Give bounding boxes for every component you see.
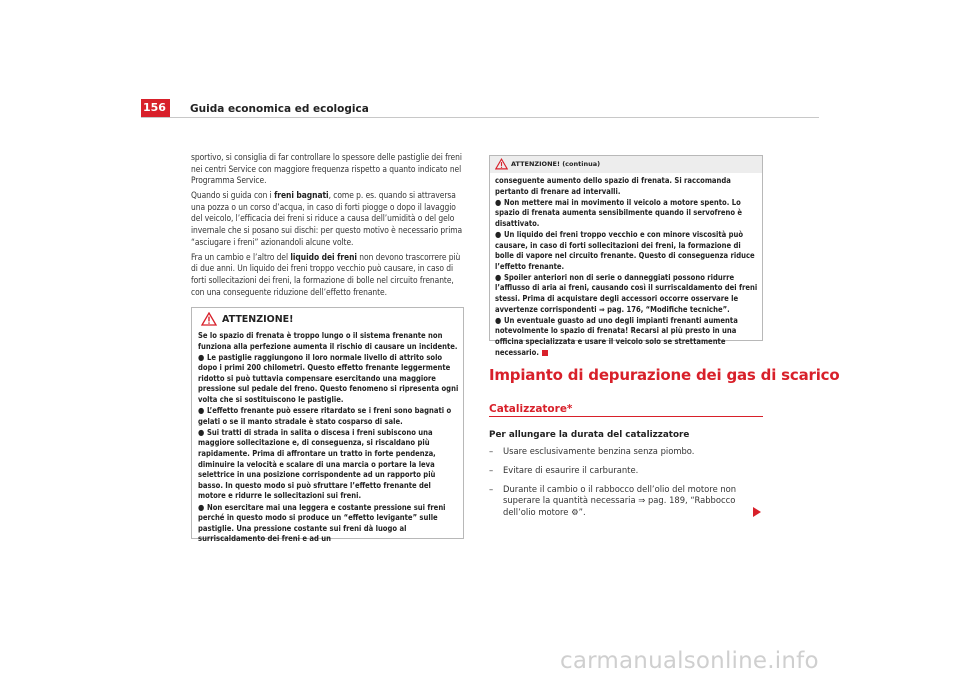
header-rule <box>141 117 819 118</box>
paragraph-2-bold: freni bagnati <box>274 190 329 201</box>
list-item-text: Evitare di esaurire il carburante. <box>503 464 639 475</box>
warning-bullet-text: Le pastiglie raggiungono il loro normale livello di attrito solo dopo i primi 200 chilometri. Questo effetto frenante leggermente ridotto si può tuttavia compensare esercitando una maggiore pressione sul pedale del freno. Questo fenomeno si ripresenta ogni volta che si sostituiscono le pastiglie. <box>198 352 459 405</box>
warning-bullet <box>198 353 460 406</box>
warning-bullet <box>495 230 760 272</box>
bullet-icon: ● <box>198 352 205 362</box>
section-subtitle: Catalizzatore* <box>489 403 573 415</box>
subtitle-rule <box>489 416 763 417</box>
warning-continued-text <box>495 176 760 359</box>
warning-title-row <box>192 308 463 328</box>
warning-text <box>198 331 460 545</box>
warning-continued-intro: conseguente aumento dello spazio di frenata. Si raccomanda pertanto di frenare ad intervalli. <box>495 176 731 196</box>
warning-bullet-text: Un eventuale guasto ad uno degli impianti frenanti aumenta notevolmente lo spazio di frenata! Recarsi al più presto in una officina specializzata e usare il veicolo solo se strettamente necessario. <box>495 315 738 357</box>
warning-box <box>191 307 464 544</box>
warning-intro: Se lo spazio di frenata è troppo lungo o il sistema frenante non funziona alla perfezione aumenta il rischio di causare un incidente. <box>198 331 458 351</box>
warning-bullet <box>198 503 460 545</box>
paragraph-3 <box>191 252 469 298</box>
left-column <box>191 152 469 302</box>
warning-bullet <box>495 273 760 315</box>
dash-mark: – <box>489 446 494 456</box>
next-page-arrow-icon[interactable] <box>753 507 761 517</box>
warning-bullet <box>495 198 760 230</box>
warning-continued-header <box>490 156 762 173</box>
bullet-icon: ● <box>495 272 502 282</box>
dash-list <box>489 446 767 526</box>
bullet-icon: ● <box>495 229 502 239</box>
bullet-icon: ● <box>198 427 205 437</box>
paragraph-2 <box>191 190 469 248</box>
warning-bullet-text: Spoiler anteriori non di serie o danneggiati possono ridurre l’afflusso di aria ai freni, causando così il surriscaldamento dei freni stessi. Prima di acquistare degli accessori occorre osservare le avvertenze corrispondenti ⇒ pag. 176, “Modifiche tecniche”. <box>495 272 758 314</box>
list-item-text: Usare esclusivamente benzina senza piombo. <box>503 446 695 456</box>
warning-bullet-text: Non esercitare mai una leggera e costante pressione sui freni perché in questo modo si produce un “effetto levigante” sulle pastiglie. Una pressione costante sui freni dà luogo al surriscaldamento dei freni e ad un <box>198 502 446 544</box>
paragraph-3-bold: liquido dei freni <box>290 251 357 262</box>
section-title: Impianto di depurazione dei gas di scarico <box>489 366 840 384</box>
dash-mark: – <box>489 483 494 494</box>
page-number: 156 <box>143 101 166 114</box>
paragraph-3-post: non devono trascorrere più di due anni. Un liquido dei freni troppo vecchio può causare, in caso di forti sollecitazioni dei freni, la formazione di bolle nel circuito frenante, con una conseguente riduzione dell’effetto frenante. <box>191 251 461 297</box>
dash-mark: – <box>489 464 494 475</box>
running-title: Guida economica ed ecologica <box>190 103 369 115</box>
block-title: Per allungare la durata del catalizzatore <box>489 430 690 440</box>
warning-title: ATTENZIONE! <box>222 314 294 325</box>
warning-continued-title: ATTENZIONE! (continua) <box>511 160 601 168</box>
bullet-icon: ● <box>198 502 205 512</box>
list-item <box>489 446 767 458</box>
list-item-text: Durante il cambio o il rabbocco dell’olio del motore non superare la quantità necessaria ⇒ pag. 189, “Rabbocco dell’olio motore ⚙”. <box>503 483 737 518</box>
bullet-icon: ● <box>198 406 205 416</box>
end-square-icon <box>542 350 548 356</box>
paragraph-2-post: , come p. es. quando si attraversa una pozza o un corso d’acqua, in caso di forti piogge o dopo il lavaggio del veicolo, l’efficacia dei freni si riduce a causa dell’umidità o del gelo invernale che si posano sui dischi: per questo motivo è necessario prima “asciugare i freni” azionandoli alcune volte. <box>191 190 463 247</box>
warning-bullet-text: Non mettere mai in movimento il veicolo a motore spento. Lo spazio di frenata aumenta sensibilmente quando il servofreno è disattivato. <box>495 197 743 228</box>
warning-continued-box <box>489 155 763 357</box>
warning-bullet-text: Sui tratti di strada in salita o discesa i freni subiscono una maggiore sollecitazione e, di conseguenza, si riscaldano più rapidamente. Prima di affrontare un tratto in forte pendenza, diminuire la velocità e scalare di una marcia o portare la leva selettrice in una posizione corrispondente ad un rapporto più basso. In questo modo si può sfruttare l’effetto frenante del motore e ridurre le sollecitazioni sui freni. <box>198 427 436 501</box>
bullet-icon: ● <box>495 315 502 325</box>
list-item <box>489 465 767 477</box>
paragraph-3-pre: Fra un cambio e l’altro del <box>191 251 291 262</box>
warning-bullet <box>198 406 460 427</box>
bullet-icon: ● <box>495 197 502 207</box>
watermark: carmanualsonline.info <box>560 648 819 674</box>
list-item <box>489 484 767 519</box>
paragraph-1-text: sportivo, si consiglia di far controllare lo spessore delle pastiglie dei freni nei centri Service con maggiore frequenza rispetto a quanto indicato nel Programma Service. <box>191 152 462 186</box>
warning-bullet-text: L’effetto frenante può essere ritardato se i freni sono bagnati o gelati o se il manto stradale è stato cosparso di sale. <box>198 406 452 426</box>
paragraph-1 <box>191 152 469 187</box>
warning-triangle-icon <box>495 158 508 170</box>
warning-bullet-text: Un liquido dei freni troppo vecchio e con minore viscosità può causare, in caso di forti sollecitazioni dei freni, la formazione di bolle di vapore nel circuito frenante. Questo di conseguenza riduce l’effetto frenante. <box>495 229 755 271</box>
paragraph-2-pre: Quando si guida con i <box>191 190 275 201</box>
warning-triangle-icon <box>201 312 217 326</box>
warning-bullet <box>495 316 760 358</box>
warning-bullet <box>198 428 460 502</box>
